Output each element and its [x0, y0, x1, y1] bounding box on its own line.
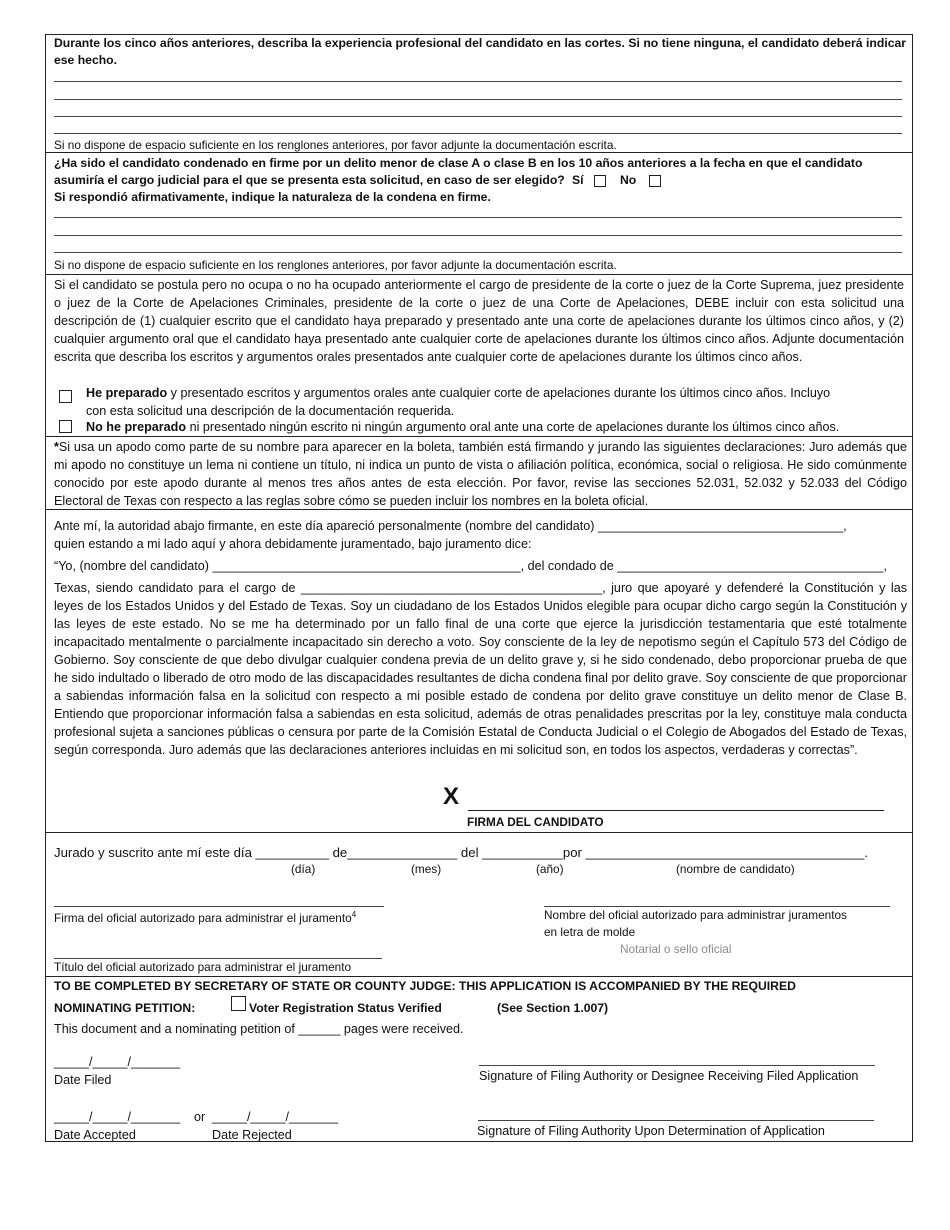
- section-appellate: [46, 275, 912, 437]
- prepared-checkbox[interactable]: [59, 390, 72, 403]
- yes-checkbox[interactable]: [594, 175, 606, 187]
- space-note: Si no dispone de espacio suficiente en los renglones anteriores, por favor adjunte la documentación escrita.: [54, 138, 617, 152]
- appellate-paragraph: Si el candidato se postula pero no ocupa o no ha ocupado anteriormente el cargo de presidente de la corte o juez de la Corte Suprema, juez presidente o juez de la Corte de Apelaciones Criminales, presidente de la corte o juez de una Corte de Apelaciones, DEBE incluir con esta solicitud una descripción de (1) cualquier escrito que el candidato haya preparado y presentado ante una corte de apelaciones durante los últimos cinco años, y (2) cualquier argumento oral que el candidato haya presentado ante cualquier corte de apelaciones durante los últimos cinco años. Adjunte documentación escrita que describa los escritos y argumentos orales presentados ante cualquier corte de apelaciones durante los últimos cinco años.: [54, 278, 904, 364]
- not-prepared-option: [86, 418, 839, 436]
- not-prepared-option-bold: No he preparado: [86, 420, 187, 434]
- oath-line1: Ante mí, la autoridad abajo firmante, en este día apareció personalmente (nombre del candidato) ___________________________________,: [54, 519, 847, 533]
- official-title-label: Título del oficial autorizado para administrar el juramento: [54, 960, 352, 974]
- voter-registration-label: Voter Registration Status Verified: [249, 1001, 442, 1015]
- nickname-paragraph: [54, 438, 907, 510]
- sworn-line: Jurado y suscrito ante mí este día __________ de_______________ del ___________por ______________________________________.: [54, 845, 868, 860]
- not-prepared-option-text: ni presentado ningún escrito ni ningún argumento oral ante una corte de apelaciones durante los últimos cinco años.: [186, 420, 840, 434]
- date-rejected-blank[interactable]: _____/_____/_______: [212, 1110, 339, 1124]
- filed-signature-label: Signature of Filing Authority or Designee Receiving Filed Application: [479, 1069, 859, 1083]
- date-filed-label: Date Filed: [54, 1073, 112, 1087]
- voter-registration-checkbox[interactable]: [231, 996, 246, 1011]
- section-sworn: [46, 833, 912, 977]
- oath-paragraph: Texas, siendo candidato para el cargo de ___________________________________________, juro que apoyaré y defenderé la Constitución y las leyes de los Estados Unidos y del Estado de Texas. Soy un ciudadano de los Estados Unidos elegible para ocupar dicho cargo según la Constitución y las leyes de este estado. No se me ha determinado por un fallo final de una corte que ejerce la jurisdicción testamentaria que esté totalmente incapacitado mentalmente o parcialmente incapacitado sin derecho a voto. Soy consciente de la ley de nepotismo según el Capítulo 573 del Código de Gobierno. Soy consciente de que debo divulgar cualquier condena previa de un delito grave y, si he sido condenado, debo proporcionar prueba de que he sido indultado o liberado de otro modo de las discapacidades resultantes de dicha condena final por delito grave. Soy consciente de que proporcionar a sabiendas información falsa en la solicitud con respecto a mi posible estado de condena por delito grave constituye un delito menor de Clase B. Entiendo que proporcionar información falsa a sabiendas en esta solicitud, además de otras penalidades prescritas por la ley, constituye mala conducta profesional sujeta a sanciones públicas o censura por parte de la Comisión Estatal de Conducta Judicial o el Colegio de Abogados del Estado de Texas, según corresponda. Juro además que las declaraciones anteriores incluidas en mi solicitud son, en todos los aspectos, verdaderas y correctas”.: [54, 581, 907, 757]
- filing-heading-2: NOMINATING PETITION:: [54, 1001, 196, 1015]
- date-filed-blank[interactable]: _____/_____/_______: [54, 1055, 181, 1069]
- prepared-option-line1: [86, 384, 830, 402]
- month-caption: (mes): [411, 862, 442, 876]
- pages-received-line: This document and a nominating petition of ______ pages were received.: [54, 1022, 464, 1036]
- prepared-option-text: y presentado escritos y argumentos orales ante cualquier corte de apelaciones durante los últimos cinco años. Incluyo: [167, 386, 831, 400]
- section-filing-authority: [46, 977, 912, 1141]
- footnote-mark: 4: [351, 910, 357, 919]
- date-accepted-blank[interactable]: _____/_____/_______: [54, 1110, 181, 1124]
- section-court-experience: [46, 35, 912, 153]
- filed-signature-line[interactable]: [479, 1065, 875, 1066]
- section-nickname: [46, 437, 912, 510]
- court-experience-question: Durante los cinco años anteriores, describa la experiencia profesional del candidato en las cortes. Si no tiene ninguna, el candidato deberá indicar ese hecho.: [54, 36, 906, 67]
- official-signature-label: [54, 906, 356, 927]
- answer-line[interactable]: [54, 217, 902, 218]
- candidate-signature-label: FIRMA DEL CANDIDATO: [467, 815, 604, 829]
- prepared-option-bold: He preparado: [86, 386, 168, 400]
- candidate-signature-line[interactable]: [468, 810, 884, 811]
- day-caption: (día): [291, 862, 316, 876]
- answer-line[interactable]: [54, 81, 902, 82]
- section-oath: [46, 510, 912, 833]
- signature-x: X: [443, 783, 460, 810]
- yes-label: Sí: [572, 173, 584, 187]
- name-caption: (nombre de candidato): [676, 862, 795, 876]
- date-rejected-label: Date Rejected: [212, 1128, 292, 1142]
- answer-line[interactable]: [54, 99, 902, 100]
- answer-line[interactable]: [54, 252, 902, 253]
- oath-line2: quien estando a mi lado aquí y ahora debidamente juramentado, bajo juramento dice:: [54, 537, 532, 551]
- asterisk-mark: *: [54, 440, 59, 454]
- prepared-option-line2: con esta solicitud una descripción de la documentación requerida.: [86, 404, 455, 418]
- determination-signature-label: Signature of Filing Authority Upon Determination of Application: [477, 1124, 825, 1138]
- oath-line3: “Yo, (nombre del candidato) ____________________________________________, del condado de ______________________________________,: [54, 559, 887, 573]
- nickname-text: Si usa un apodo como parte de su nombre para aparecer en la boleta, también está firmando y jurando las siguientes declaraciones: Juro además que mi apodo no constituye un lema ni contiene un título, ni indica un punto de vista o afiliación política, económica, social o religiosa. He sido comúnmente conocido por este apodo durante al menos tres años antes de esta elección. Por favor, revise las secciones 52.031, 52.032 y 52.033 del Código Electoral de Texas con respecto a las reglas sobre cómo se pueden incluir los nombres en la boleta oficial.: [54, 440, 907, 508]
- answer-line[interactable]: [54, 116, 902, 117]
- official-name-label-1: Nombre del oficial autorizado para administrar juramentos: [544, 908, 847, 922]
- conviction-followup: Si respondió afirmativamente, indique la naturaleza de la condena en firme.: [54, 190, 491, 204]
- conviction-question-line1: ¿Ha sido el candidato condenado en firme por un delito menor de clase A o clase B en los 10 años anteriores a la fecha en que el candidato: [54, 156, 863, 170]
- see-section-label: (See Section 1.007): [497, 1001, 609, 1015]
- filing-heading-1: TO BE COMPLETED BY SECRETARY OF STATE OR COUNTY JUDGE: THIS APPLICATION IS ACCOMPANIED BY THE REQUIRED: [54, 979, 796, 993]
- answer-line[interactable]: [54, 235, 902, 236]
- space-note: Si no dispone de espacio suficiente en los renglones anteriores, por favor adjunte la documentación escrita.: [54, 258, 617, 272]
- not-prepared-checkbox[interactable]: [59, 420, 72, 433]
- application-form: [45, 34, 913, 1142]
- answer-line[interactable]: [54, 133, 902, 134]
- no-label: No: [620, 173, 637, 187]
- section-conviction: [46, 153, 912, 275]
- official-signature-text: Firma del oficial autorizado para administrar el juramento: [54, 910, 352, 925]
- notary-seal-label: Notarial o sello oficial: [620, 942, 732, 956]
- official-name-label-2: en letra de molde: [544, 925, 636, 939]
- determination-signature-line[interactable]: [478, 1120, 874, 1121]
- date-accepted-label: Date Accepted: [54, 1128, 136, 1142]
- no-checkbox[interactable]: [649, 175, 661, 187]
- or-label: or: [194, 1110, 206, 1124]
- year-caption: (año): [536, 862, 564, 876]
- conviction-question-line2: asumiría el cargo judicial para el que se presenta esta solicitud, en caso de ser elegido?: [54, 173, 565, 187]
